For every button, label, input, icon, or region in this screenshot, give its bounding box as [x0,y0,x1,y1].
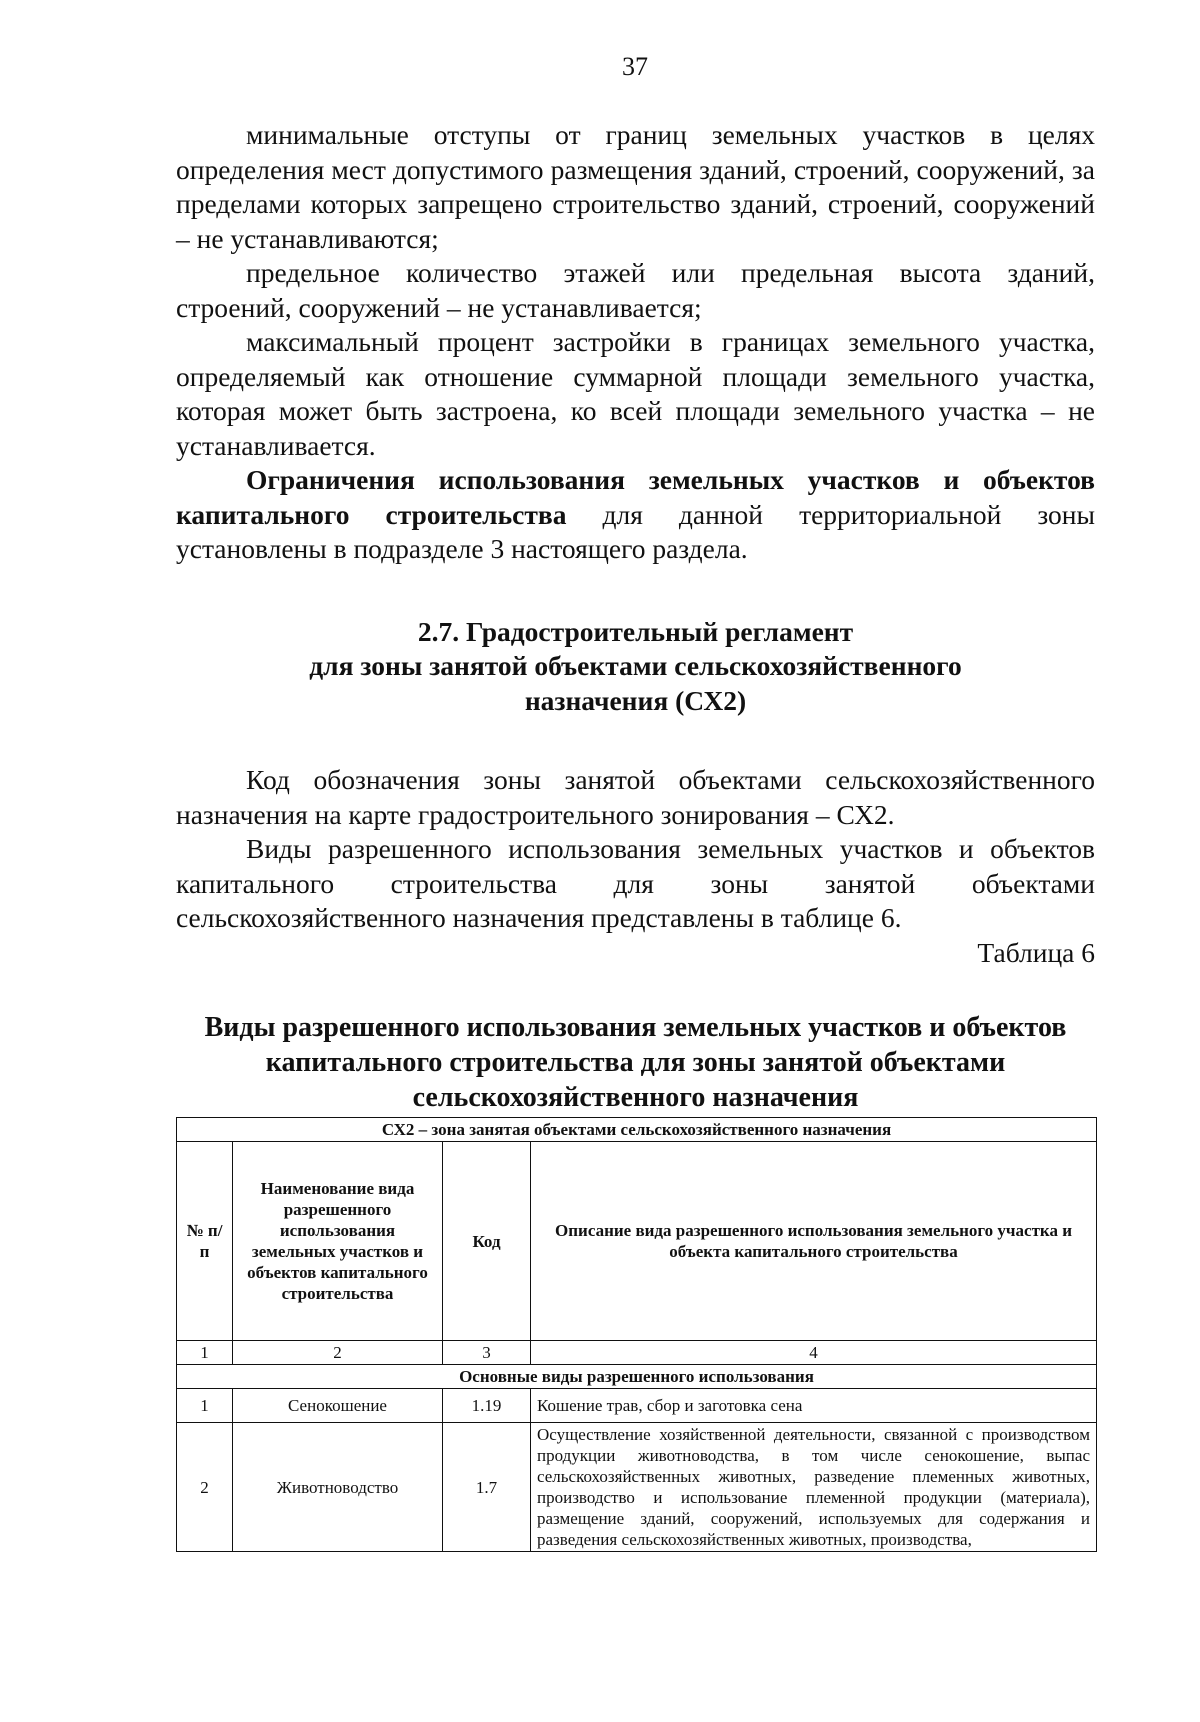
section-heading-line: для зоны занятой объектами сельскохозяйственного [309,650,962,681]
paragraph-setbacks: минимальные отступы от границ земельных участков в целях определения мест допустимого размещения зданий, строений, сооружений, за пределами которых запрещено строительство зданий, строений, сооружений – не устанавливаются; [176,119,1095,254]
row-name: Сенокошение [233,1389,443,1423]
table-caption: Таблица 6 [977,936,1095,968]
col-header-num: № п/п [177,1142,233,1341]
table-title-line: сельскохозяйственного назначения [412,1082,859,1113]
section-heading-line: 2.7. Градостроительный регламент [417,615,854,647]
table-title-line: Виды разрешенного использования земельных участков и объектов [204,1012,1067,1043]
paragraph-restrictions [176,463,1095,567]
row-desc: Осуществление хозяйственной деятельности, связанной с производством продукции животноводства, в том числе сенокошение, выпас сельскохозяйственных животных, разведение племенных животных, производство и использование племенной продукции (материала), размещение зданий, сооружений, используемых для содержания и разведения сельскохозяйственных животных, производства, [531,1423,1097,1552]
row-code: 1.19 [443,1389,531,1423]
row-num: 1 [177,1389,233,1423]
table-title-line: капитального строительства для зоны занятой объектами [265,1047,1006,1078]
row-code: 1.7 [443,1423,531,1552]
paragraph-build-percent: максимальный процент застройки в границах земельного участка, определяемый как отношение суммарной площади земельного участка, которая может быть застроена, ко всей площади земельного участка – не устанавливается. [176,326,1095,461]
body-text [176,118,1095,1115]
column-number: 3 [443,1341,531,1365]
group-title: Основные виды разрешенного использования [177,1365,1097,1389]
column-number: 2 [233,1341,443,1365]
col-header-name: Наименование вида разрешенного использования земельных участков и объектов капитального строительства [233,1142,443,1341]
page-number: 37 [622,52,648,81]
col-header-code: Код [443,1142,531,1341]
column-number: 1 [177,1341,233,1365]
row-desc: Кошение трав, сбор и заготовка сена [531,1389,1097,1423]
row-name: Животноводство [233,1423,443,1552]
restrictions-bold: Ограничения использования земельных участков и объектов капитального строительства [176,464,1095,530]
section-heading-line: назначения (СХ2) [524,684,747,716]
table-title [162,1010,1109,1115]
table-row [177,1423,1097,1552]
table-header-row [177,1142,1097,1341]
paragraph-zone-code: Код обозначения зоны занятой объектами сельскохозяйственного назначения на карте градостроительного зонирования – СХ2. [176,764,1095,830]
col-header-desc: Описание вида разрешенного использования земельного участка и объекта капитального строительства [531,1142,1097,1341]
row-num: 2 [177,1423,233,1552]
table-row [177,1389,1097,1423]
section-heading [176,615,1095,719]
table-zone-row [177,1118,1097,1142]
column-number: 4 [531,1341,1097,1365]
table-group-row [177,1365,1097,1389]
permitted-uses-table [176,1117,1097,1552]
restrictions-rest: для данной территориальной зоны установлены в подразделе 3 настоящего раздела. [176,498,1095,564]
table-column-numbers-row [177,1341,1097,1365]
paragraph-uses-intro: Виды разрешенного использования земельных участков и объектов капитального строительства для зоны занятой объектами сельскохозяйственного назначения представлены в таблице 6. [176,833,1095,933]
paragraph-floors: предельное количество этажей или предельная высота зданий, строений, сооружений – не устанавливается; [176,257,1095,323]
zone-header: СХ2 – зона занятая объектами сельскохозяйственного назначения [177,1118,1097,1142]
